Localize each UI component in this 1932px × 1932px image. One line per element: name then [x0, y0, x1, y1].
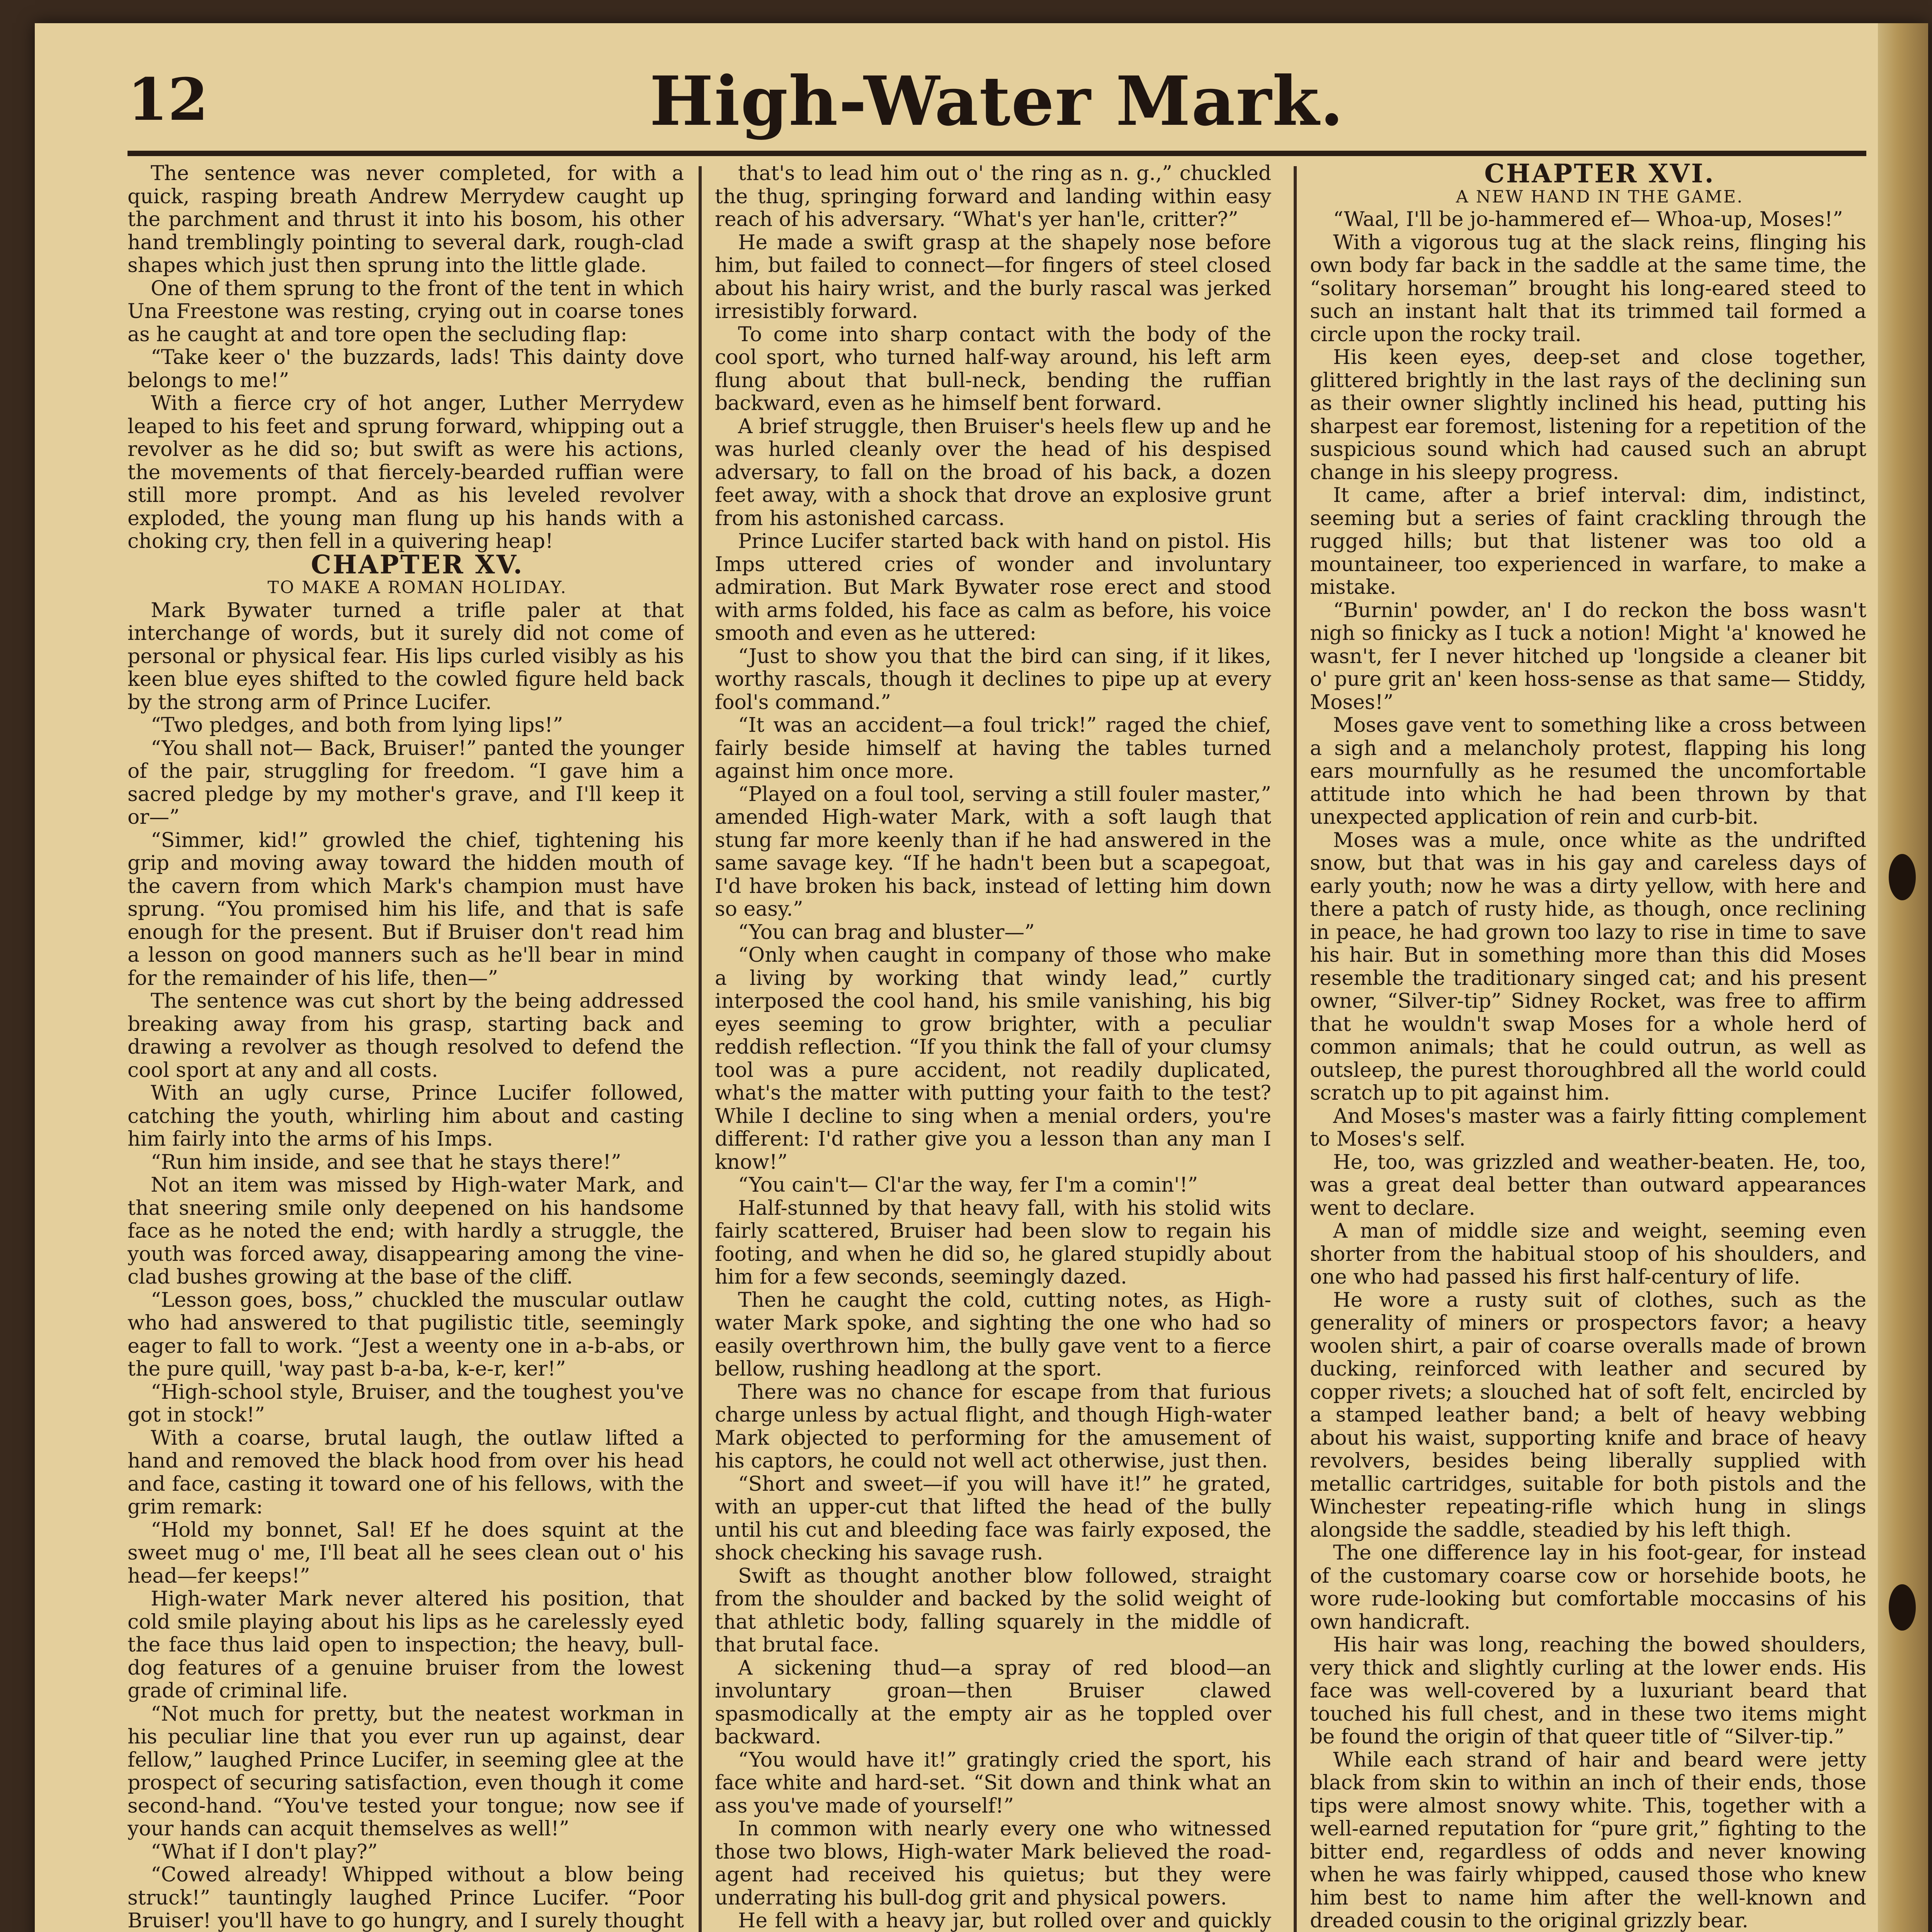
column-1	[128, 162, 684, 1932]
paragraph: One of them sprung to the front of the tent in which Una Freestone was resting, crying out in coarse tones as he caught at and tore open the secluding flap:	[128, 277, 684, 346]
paragraph: Swift as thought another blow followed, straight from the shoulder and backed by the solid weight of that athletic body, falling squarely in the middle of that brutal face.	[715, 1564, 1271, 1656]
binding-spine	[1878, 23, 1928, 1932]
paragraph: To come into sharp contact with the body of the cool sport, who turned half-way around, his left arm flung about that bull-neck, bending the ruffian backward, even as he himself bent forward.	[715, 323, 1271, 415]
column-divider	[699, 166, 702, 1932]
paragraph: With a vigorous tug at the slack reins, flinging his own body far back in the saddle at the same time, the “solitary horseman” brought his long-eared steed to such an instant halt that its trimmed tail formed a circle upon the rocky trail.	[1310, 231, 1866, 346]
text-columns	[128, 162, 1866, 1932]
paragraph: “Not much for pretty, but the neatest workman in his peculiar line that you ever run up against, dear fellow,” laughed Prince Lucifer, in seeming glee at the prospect of securing satisfaction, even though it come second-hand. “You've tested your tongue; now see if your hands can acquit themselves as well!”	[128, 1702, 684, 1840]
paragraph: Then he caught the cold, cutting notes, as High-water Mark spoke, and sighting the one who had so easily overthrown him, the bully gave vent to a fierce bellow, rushing headlong at the sport.	[715, 1288, 1271, 1381]
column-1-text-bottom	[128, 599, 684, 1932]
page-header	[128, 50, 1866, 156]
paragraph: Mark Bywater turned a trifle paler at that interchange of words, but it surely did not come of personal or physical fear. His lips curled visibly as his keen blue eyes shifted to the cowled figure held back by the strong arm of Prince Lucifer.	[128, 599, 684, 714]
binding-hole	[1889, 1584, 1916, 1631]
chapter-title: CHAPTER XV.	[311, 549, 524, 580]
paragraph: “Take keer o' the buzzards, lads! This dainty dove belongs to me!”	[128, 346, 684, 392]
paragraph: “Short and sweet—if you will have it!” he grated, with an upper-cut that lifted the head of the bully until his cut and bleeding face was fairly exposed, the shock checking his savage rush.	[715, 1472, 1271, 1565]
paragraph: The sentence was never completed, for with a quick, rasping breath Andrew Merrydew caught up the parchment and thrust it into his bosom, his other hand tremblingly pointing to several dark, rough-clad shapes which just then sprung into the little glade.	[128, 162, 684, 277]
paragraph: A brief struggle, then Bruiser's heels flew up and he was hurled cleanly over the head of his despised adversary, to fall on the broad of his back, a dozen feet away, with a shock that drove an explosive grunt from his astonished carcass.	[715, 415, 1271, 530]
chapter-title: CHAPTER XVI.	[1484, 162, 1715, 189]
paragraph: With a coarse, brutal laugh, the outlaw lifted a hand and removed the black hood from over his head and face, casting it toward one of his fellows, with the grim remark:	[128, 1426, 684, 1519]
paragraph: He fell with a heavy jar, but rolled over and quickly	[738, 1909, 1271, 1932]
paragraph: “It was an accident—a foul trick!” raged the chief, fairly beside himself at having the tables turned against him once more.	[715, 714, 1271, 783]
column-2-text	[715, 162, 1271, 1932]
paragraph: The sentence was cut short by the being addressed breaking away from his grasp, starting back and drawing a revolver as though resolved to defend the cool sport at any and all costs.	[128, 990, 684, 1082]
chapter-subtitle: A NEW HAND IN THE GAME.	[1456, 187, 1744, 207]
paragraph: His hair was long, reaching the bowed shoulders, very thick and slightly curling at the lower ends. His face was well-covered by a luxuriant beard that touched his full chest, and in these two items might be found the origin of that queer title of “Silver-tip.”	[1310, 1633, 1866, 1748]
paragraph: “You can brag and bluster—”	[738, 920, 1035, 944]
paragraph: “Burnin' powder, an' I do reckon the boss wasn't nigh so finicky as I tuck a notion! Might 'a' knowed he wasn't, fer I never hitched up 'longside a cleaner bit o' pure grit an' keen hoss-sense as that same— Stiddy, Moses!”	[1310, 599, 1866, 714]
paragraph: It came, after a brief interval: dim, indistinct, seeming but a series of faint crackling through the rugged hills; but that listener was too old a mountaineer, too experienced in warfare, to make a mistake.	[1310, 484, 1866, 599]
paragraph: A man of middle size and weight, seeming even shorter from the habitual stoop of his shoulders, and one who had passed his first half-century of life.	[1310, 1219, 1866, 1289]
paragraph: “Lesson goes, boss,” chuckled the muscular outlaw who had answered to that pugilistic title, seemingly eager to fall to work. “Jest a weenty one in a-b-abs, or the pure quill, 'way past b-a-ba, k-e-r, ker!”	[128, 1288, 684, 1381]
paragraph: “Simmer, kid!” growled the chief, tightening his grip and moving away toward the hidden mouth of the cavern from which Mark's champion must have sprung. “You promised him his life, and that is safe enough for the present. But if Bruiser don't read him a lesson on good manners such as he'll bear in mind for the remainder of his life, then—”	[128, 828, 684, 990]
paragraph: While each strand of hair and beard were jetty black from skin to within an inch of their ends, those tips were almost snowy white. This, together with a well-earned reputation for “pure grit,” fighting to the bitter end, regardless of odds and never knowing when he was fairly whipped, caused those who knew him best to name him after the well-known and dreaded cousin to the original grizzly bear.	[1310, 1748, 1866, 1932]
paragraph: He wore a rusty suit of clothes, such as the generality of miners or prospectors favor; a heavy woolen shirt, a pair of coarse overalls made of brown ducking, reinforced with leather and secured by copper rivets; a slouched hat of soft felt, encircled by a stamped leather band; a belt of heavy webbing about his waist, supporting knife and brace of heavy revolvers, besides being liberally supplied with metallic cartridges, suitable for both pistols and the Winchester repeating-rifle which hung in slings alongside the saddle, steadied by his left thigh.	[1310, 1288, 1866, 1542]
paragraph: And Moses's master was a fairly fitting complement to Moses's self.	[1310, 1104, 1866, 1151]
paragraph: The one difference lay in his foot-gear, for instead of the customary coarse cow or horsehide boots, he wore rude-looking but comfortable moccasins of his own handicraft.	[1310, 1541, 1866, 1634]
paragraph: that's to lead him out o' the ring as n. g.,” chuckled the thug, springing forward and landing within easy reach of his adversary. “What's yer han'le, critter?”	[715, 162, 1271, 231]
chapter-subtitle: TO MAKE A ROMAN HOLIDAY.	[267, 578, 567, 597]
paragraph: “High-school style, Bruiser, and the toughest you've got in stock!”	[128, 1380, 684, 1427]
paragraph: “Cowed already! Whipped without a blow being struck!” tauntingly laughed Prince Lucifer. “Poor Bruiser! you'll have to go hungry, and I surely thought	[128, 1863, 684, 1932]
page-number: 12	[128, 66, 208, 134]
paragraph: With a fierce cry of hot anger, Luther Merrydew leaped to his feet and sprung forward, whipping out a revolver as he did so; but swift as were his actions, the movements of that fiercely-bearded ruffian were still more prompt. And as his leveled revolver exploded, the young man flung up his hands with a choking cry, then fell in a quivering heap!	[128, 392, 684, 553]
paragraph: Not an item was missed by High-water Mark, and that sneering smile only deepened on his handsome face as he noted the end; with hardly a struggle, the youth was forced away, disappearing among the vine-clad bushes growing at the base of the cliff.	[128, 1173, 684, 1289]
paragraph: With an ugly curse, Prince Lucifer followed, catching the youth, whirling him about and casting him fairly into the arms of his Imps.	[128, 1082, 684, 1151]
paragraph: “Just to show you that the bird can sing, if it likes, worthy rascals, though it declines to pipe up at every fool's command.”	[715, 645, 1271, 714]
paragraph: “Two pledges, and both from lying lips!”	[151, 714, 563, 737]
paragraph: “Played on a foul tool, serving a still fouler master,” amended High-water Mark, with a soft laugh that stung far more keenly than if he had answered in the same savage key. “If he hadn't been but a scapegoat, I'd have broken his back, instead of letting him down so easy.”	[715, 782, 1271, 921]
paragraph: “You shall not— Back, Bruiser!” panted the younger of the pair, struggling for freedom. “I gave him a sacred pledge by my mother's grave, and I'll keep it or—”	[128, 736, 684, 829]
paragraph: He, too, was grizzled and weather-beaten. He, too, was a great deal better than outward appearances went to declare.	[1310, 1150, 1866, 1220]
paragraph: “You cain't— Cl'ar the way, fer I'm a comin'!”	[738, 1173, 1198, 1197]
paragraph: “What if I don't play?”	[151, 1840, 378, 1864]
paragraph: “Run him inside, and see that he stays there!”	[151, 1150, 621, 1174]
paragraph: High-water Mark never altered his position, that cold smile playing about his lips as he carelessly eyed the face thus laid open to inspection; the heavy, bull-dog features of a genuine bruiser from the lowest grade of criminal life.	[128, 1587, 684, 1702]
paragraph: “Hold my bonnet, Sal! Ef he does squint at the sweet mug o' me, I'll beat all he sees clean out o' his head—fer keeps!”	[128, 1518, 684, 1588]
column-1-text-top	[128, 162, 684, 553]
paragraph: A sickening thud—a spray of red blood—an involuntary groan—then Bruiser clawed spasmodically at the empty air as he toppled over backward.	[715, 1656, 1271, 1748]
binding-hole	[1889, 854, 1916, 900]
paragraph: Prince Lucifer started back with hand on pistol. His Imps uttered cries of wonder and involuntary admiration. But Mark Bywater rose erect and stood with arms folded, his face as calm as before, his voice smooth and even as he uttered:	[715, 530, 1271, 645]
paragraph: Moses was a mule, once white as the undrifted snow, but that was in his gay and careless days of early youth; now he was a dirty yellow, with here and there a patch of rusty hide, as though, once reclining in peace, he had grown too lazy to rise in time to save his hair. But in something more than this did Moses resemble the traditionary singed cat; and his present owner, “Silver-tip” Sidney Rocket, was free to affirm that he wouldn't swap Moses for a whole herd of common animals; that he could outrun, as well as outsleep, the purest thoroughbred all the world could scratch up to pit against him.	[1310, 828, 1866, 1105]
column-3-text	[1310, 208, 1866, 1932]
paragraph: There was no chance for escape from that furious charge unless by actual flight, and though High-water Mark objected to performing for the amusement of his captors, he could not well act otherwise, just then.	[715, 1380, 1271, 1473]
paragraph: “Only when caught in company of those who make a living by working that windy lead,” curtly interposed the cool hand, his smile vanishing, his big eyes seeming to grow brighter, with a peculiar reddish reflection. “If you think the fall of your clumsy tool was a pure accident, not readily duplicated, what's the matter with putting your faith to the test? While I decline to sing when a menial orders, you're different: I'd rather give you a lesson than any man I know!”	[715, 944, 1271, 1174]
magazine-page	[35, 23, 1928, 1932]
paragraph: Half-stunned by that heavy fall, with his stolid wits fairly scattered, Bruiser had been slow to regain his footing, and when he did so, he glared stupidly about him for a few seconds, seemingly dazed.	[715, 1196, 1271, 1289]
paragraph: Moses gave vent to something like a cross between a sigh and a melancholy protest, flapping his long ears mournfully as he resumed the uncomfortable attitude into which he had been thrown by that unexpected application of rein and curb-bit.	[1310, 714, 1866, 829]
paragraph: His keen eyes, deep-set and close together, glittered brightly in the last rays of the declining sun as their owner slightly inclined his head, putting his sharpest ear foremost, listening for a repetition of the suspicious sound which had caused such an abrupt change in his sleepy progress.	[1310, 346, 1866, 484]
paragraph: “You would have it!” gratingly cried the sport, his face white and hard-set. “Sit down and think what an ass you've made of yourself!”	[715, 1748, 1271, 1818]
paragraph: He made a swift grasp at the shapely nose before him, but failed to connect—for fingers of steel closed about his hairy wrist, and the burly rascal was jerked irresistibly forward.	[715, 231, 1271, 323]
page-title: High-Water Mark.	[650, 62, 1344, 141]
column-divider	[1294, 166, 1297, 1932]
paragraph: In common with nearly every one who witnessed those two blows, High-water Mark believed the road-agent had received his quietus; but they were underrating his bull-dog grit and physical powers.	[715, 1817, 1271, 1910]
paragraph: “Waal, I'll be jo-hammered ef— Whoa-up, Moses!”	[1333, 208, 1843, 231]
column-3	[1310, 162, 1866, 1932]
column-2	[715, 162, 1271, 1932]
